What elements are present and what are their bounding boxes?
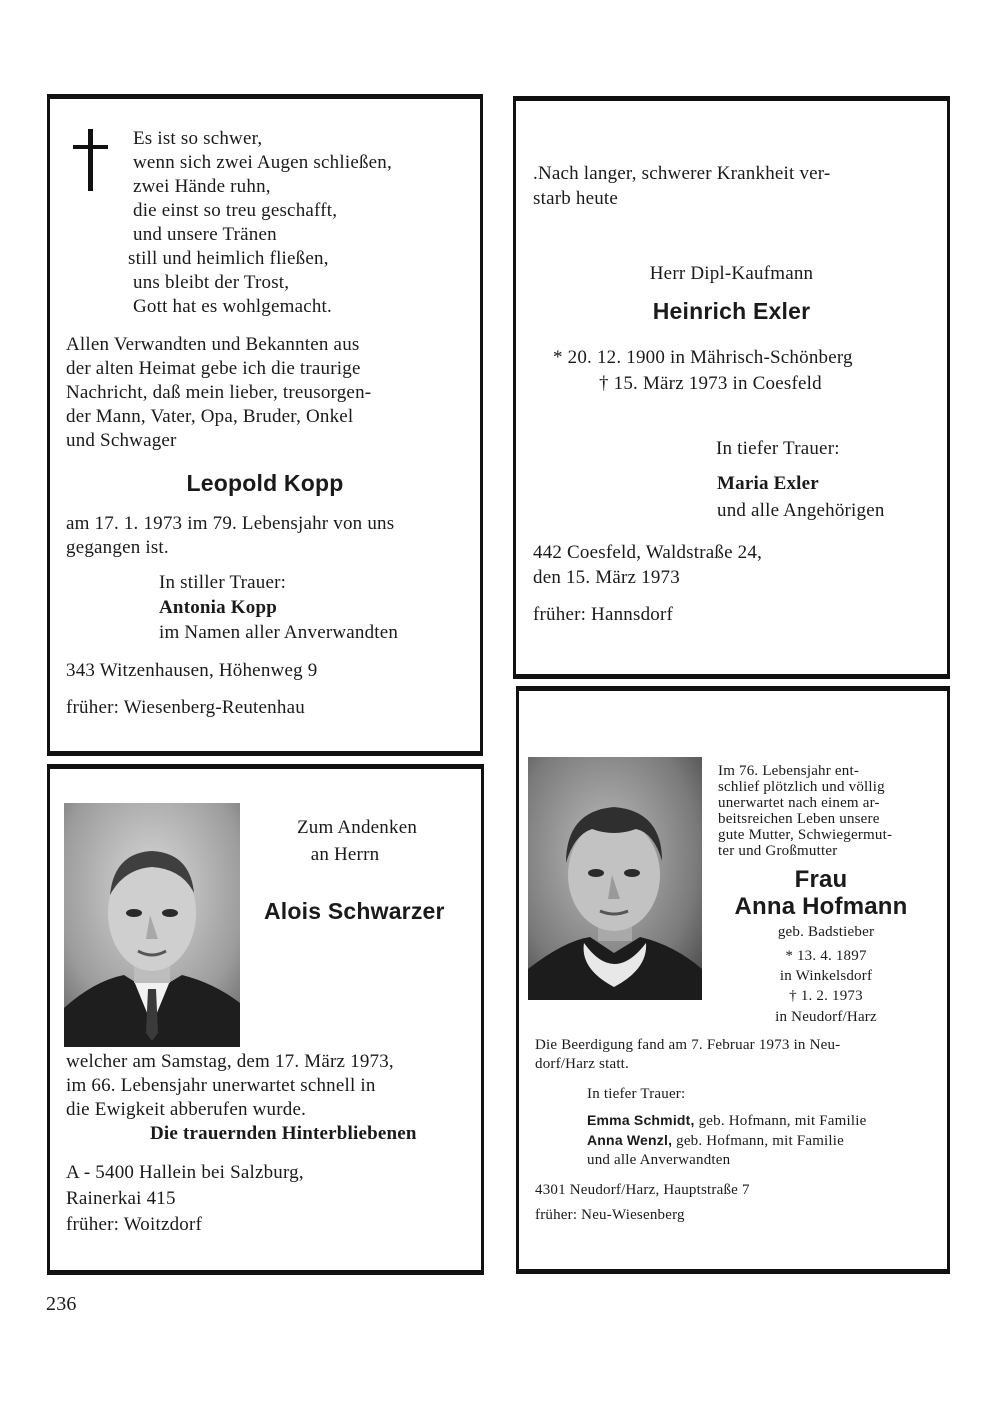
mourning-heading: In stiller Trauer: xyxy=(159,572,287,593)
mourners: Die trauernden Hinterbliebenen xyxy=(150,1123,417,1144)
intro-line: Im 76. Lebensjahr ent- xyxy=(718,763,860,779)
intro-line: der Mann, Vater, Opa, Bruder, Onkel xyxy=(66,406,354,427)
intro-line: ter und Großmutter xyxy=(718,843,838,859)
mourner-line xyxy=(587,1110,866,1131)
address-line: A - 5400 Hallein bei Salzburg, xyxy=(66,1162,304,1183)
intro-line: schlief plötzlich und völlig xyxy=(718,779,885,795)
intro-line: beitsreichen Leben unsere xyxy=(718,811,880,827)
mourner-name: Emma Schmidt, xyxy=(587,1112,695,1128)
deceased-name: Anna Hofmann xyxy=(734,893,908,920)
mourner-name: Maria Exler xyxy=(717,473,819,494)
mourner-note: im Namen aller Anverwandten xyxy=(159,622,399,643)
address: 4301 Neudorf/Harz, Hauptstraße 7 xyxy=(535,1182,750,1198)
former-residence: früher: Wiesenberg-Reutenhau xyxy=(66,697,305,718)
deceased-name: Leopold Kopp xyxy=(186,470,344,496)
memory-line: Zum Andenken xyxy=(296,817,418,838)
poem-line: uns bleibt der Trost, xyxy=(133,272,290,293)
intro-line: Allen Verwandten und Bekannten aus xyxy=(66,334,360,355)
intro-line: unerwartet nach einem ar- xyxy=(718,795,880,811)
poem-line: die einst so treu geschafft, xyxy=(133,200,338,221)
mourning-heading: In tiefer Trauer: xyxy=(716,438,840,459)
portrait-photo-man xyxy=(64,803,240,1047)
death-date: † 1. 2. 1973 xyxy=(789,988,863,1004)
intro-line: starb heute xyxy=(533,188,619,209)
mourner-name: Antonia Kopp xyxy=(159,597,278,618)
poem-line: zwei Hände ruhn, xyxy=(133,176,271,197)
portrait-photo-woman xyxy=(528,757,702,1000)
cross-icon-bar xyxy=(73,145,108,149)
deceased-title: Herr Dipl-Kaufmann xyxy=(649,263,814,284)
former-residence: früher: Woitzdorf xyxy=(66,1214,203,1235)
intro-line: der alten Heimat gebe ich die traurige xyxy=(66,358,361,379)
funeral-line: dorf/Harz statt. xyxy=(535,1056,629,1072)
poem-line: wenn sich zwei Augen schließen, xyxy=(133,152,392,173)
address-line: 442 Coesfeld, Waldstraße 24, xyxy=(533,542,763,563)
mourner-note: und alle Angehörigen xyxy=(717,500,885,521)
poem-line: Es ist so schwer, xyxy=(133,128,263,149)
address-line: Rainerkai 415 xyxy=(66,1188,176,1209)
mourner-detail: geb. Hofmann, mit Familie xyxy=(698,1113,867,1129)
poem-line: Gott hat es wohlgemacht. xyxy=(133,296,332,317)
former-residence: früher: Hannsdorf xyxy=(533,604,674,625)
address: 343 Witzenhausen, Höhenweg 9 xyxy=(66,660,318,681)
intro-line: und Schwager xyxy=(66,430,177,451)
intro-line: gute Mutter, Schwiegermut- xyxy=(718,827,893,843)
address-line: den 15. März 1973 xyxy=(533,567,680,588)
mourner-line: und alle Anverwandten xyxy=(587,1152,731,1168)
maiden-name: geb. Badstieber xyxy=(777,924,875,940)
poem-line: und unsere Tränen xyxy=(133,224,277,245)
funeral-line: Die Beerdigung fand am 7. Februar 1973 in Neu- xyxy=(535,1037,841,1053)
birth-date: * 20. 12. 1900 in Mährisch-Schönberg xyxy=(553,347,853,368)
intro-line: .Nach langer, schwerer Krankheit ver- xyxy=(533,163,831,184)
mourner-detail: geb. Hofmann, mit Familie xyxy=(676,1133,845,1149)
text-line: im 66. Lebensjahr unerwartet schnell in xyxy=(66,1075,376,1096)
mourner-line xyxy=(587,1130,844,1151)
deceased-name: Heinrich Exler xyxy=(652,298,811,324)
death-line: am 17. 1. 1973 im 79. Lebensjahr von uns xyxy=(66,513,395,534)
birth-date: * 13. 4. 1897 xyxy=(785,948,867,964)
death-line: gegangen ist. xyxy=(66,537,169,558)
mourner-name: Anna Wenzl, xyxy=(587,1132,673,1148)
page-number: 236 xyxy=(46,1293,77,1315)
death-date: † 15. März 1973 in Coesfeld xyxy=(599,373,822,394)
former-residence: früher: Neu-Wiesenberg xyxy=(535,1207,685,1223)
deceased-name: Alois Schwarzer xyxy=(264,898,445,924)
mourning-heading: In tiefer Trauer: xyxy=(587,1086,686,1102)
memory-line: an Herrn xyxy=(310,844,380,865)
intro-line: Nachricht, daß mein lieber, treusorgen- xyxy=(66,382,372,403)
text-line: welcher am Samstag, dem 17. März 1973, xyxy=(66,1051,394,1072)
birth-place: in Winkelsdorf xyxy=(779,968,873,984)
cross-icon xyxy=(88,129,93,191)
text-line: die Ewigkeit abberufen wurde. xyxy=(66,1099,307,1120)
poem-line: still und heimlich fließen, xyxy=(128,248,329,269)
deceased-title: Frau xyxy=(794,866,848,893)
death-place: in Neudorf/Harz xyxy=(775,1009,877,1025)
